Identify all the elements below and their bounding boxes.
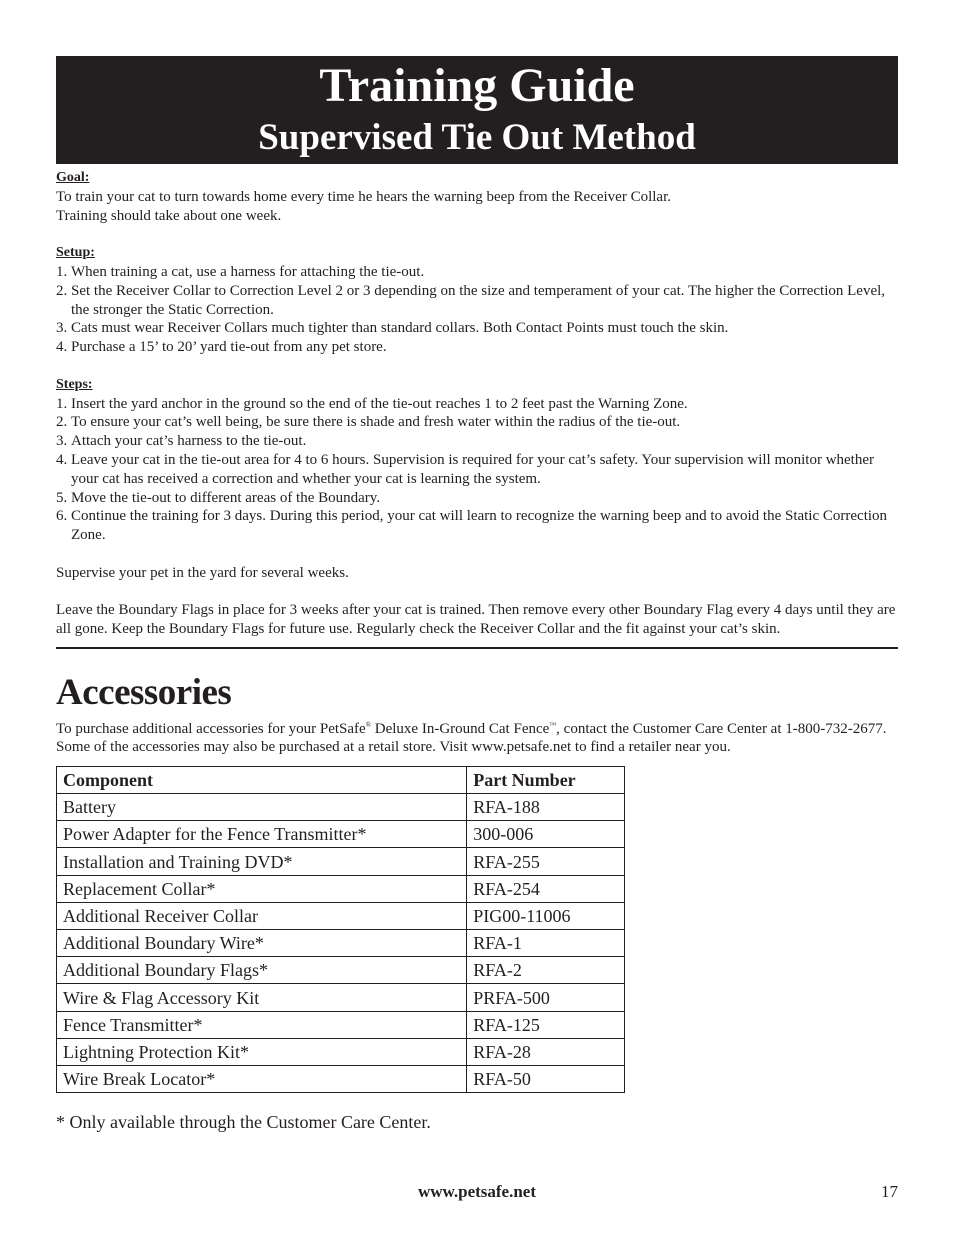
component-cell: Wire & Flag Accessory Kit xyxy=(57,984,467,1011)
item-text: Move the tie-out to different areas of the Boundary. xyxy=(71,489,381,506)
registered-mark: ® xyxy=(365,720,372,729)
list-item xyxy=(56,282,898,320)
part-number-cell: RFA-188 xyxy=(467,794,625,821)
steps-list xyxy=(56,395,898,545)
component-cell: Battery xyxy=(57,794,467,821)
goal-section xyxy=(56,169,898,225)
page-footer xyxy=(56,1182,898,1204)
item-number: 2. xyxy=(56,414,68,431)
component-cell: Additional Boundary Wire* xyxy=(57,930,467,957)
supervise-note: Supervise your pet in the yard for several weeks. xyxy=(56,564,349,581)
column-header-component: Component xyxy=(57,766,467,793)
table-row xyxy=(57,821,625,848)
table-row xyxy=(57,1038,625,1065)
component-cell: Fence Transmitter* xyxy=(57,1011,467,1038)
part-number-cell: RFA-28 xyxy=(467,1038,625,1065)
accessories-intro xyxy=(56,716,898,756)
component-cell: Lightning Protection Kit* xyxy=(57,1038,467,1065)
item-text: To ensure your cat’s well being, be sure there is shade and fresh water within the radius of the tie-out. xyxy=(71,414,681,431)
item-text: Set the Receiver Collar to Correction Level 2 or 3 depending on the size and temperament of your cat. The higher the Correction Level, the stronger the Static Correction. xyxy=(71,282,886,318)
setup-section xyxy=(56,244,898,357)
part-number-cell: RFA-125 xyxy=(467,1011,625,1038)
item-number: 1. xyxy=(56,395,68,412)
section-divider xyxy=(56,647,898,649)
item-text: Cats must wear Receiver Collars much tighter than standard collars. Both Contact Points must touch the skin. xyxy=(71,320,729,337)
item-number: 1. xyxy=(56,263,68,280)
list-item xyxy=(56,319,898,338)
part-number-cell: RFA-1 xyxy=(467,930,625,957)
list-item xyxy=(56,395,898,414)
page-number: 17 xyxy=(881,1182,898,1201)
table-row xyxy=(57,930,625,957)
page-title: Training Guide xyxy=(319,59,635,112)
part-number-cell: 300-006 xyxy=(467,821,625,848)
item-text: Continue the training for 3 days. During this period, your cat will learn to recognize the warning beep and to avoid the Static Correction Zone. xyxy=(71,508,888,544)
item-text: Purchase a 15’ to 20’ yard tie-out from any pet store. xyxy=(71,339,387,356)
item-number: 2. xyxy=(56,282,68,299)
item-text: Leave your cat in the tie-out area for 4 to 6 hours. Supervision is required for your cat’s safety. Your supervision will monitor whether your cat has received a correction and whether your cat is learning the system. xyxy=(71,451,875,487)
accessories-heading: Accessories xyxy=(56,671,232,713)
part-number-cell: RFA-2 xyxy=(467,957,625,984)
part-number-cell: RFA-50 xyxy=(467,1065,625,1092)
intro-text: , contact the Customer Care Center at 1-800-732-2677. Some of the accessories may also be purchased at a retail store. Visit www.petsafe.net to find a retailer near you. xyxy=(56,720,887,755)
item-text: Attach your cat’s harness to the tie-out. xyxy=(71,433,307,450)
component-cell: Additional Receiver Collar xyxy=(57,902,467,929)
list-item xyxy=(56,507,898,545)
component-cell: Installation and Training DVD* xyxy=(57,848,467,875)
intro-text: To purchase additional accessories for your PetSafe xyxy=(56,720,366,737)
setup-list xyxy=(56,263,898,357)
list-item xyxy=(56,432,898,451)
column-header-part-number: Part Number xyxy=(467,766,625,793)
item-number: 6. xyxy=(56,508,68,525)
table-row xyxy=(57,1011,625,1038)
page-subtitle: Supervised Tie Out Method xyxy=(258,117,696,158)
part-number-cell: RFA-254 xyxy=(467,875,625,902)
list-item xyxy=(56,413,898,432)
component-cell: Wire Break Locator* xyxy=(57,1065,467,1092)
part-number-cell: PRFA-500 xyxy=(467,984,625,1011)
flags-note: Leave the Boundary Flags in place for 3 weeks after your cat is trained. Then remove every other Boundary Flag every 4 days until they are all gone. Keep the Boundary Flags for future use. Regularly check the Receiver Collar and the fit against your cat’s skin. xyxy=(56,602,896,638)
component-cell: Replacement Collar* xyxy=(57,875,467,902)
component-cell: Power Adapter for the Fence Transmitter* xyxy=(57,821,467,848)
table-row xyxy=(57,984,625,1011)
table-row xyxy=(57,902,625,929)
steps-heading: Steps: xyxy=(56,376,93,392)
table-footnote: * Only available through the Customer Care Center. xyxy=(56,1112,431,1133)
part-number-cell: RFA-255 xyxy=(467,848,625,875)
list-item xyxy=(56,263,898,282)
goal-heading: Goal: xyxy=(56,170,90,185)
component-cell: Additional Boundary Flags* xyxy=(57,957,467,984)
trademark-mark: ™ xyxy=(549,720,557,729)
table-row xyxy=(57,848,625,875)
item-number: 3. xyxy=(56,433,68,450)
item-number: 5. xyxy=(56,489,68,506)
goal-line: Training should take about one week. xyxy=(56,207,282,224)
item-text: Insert the yard anchor in the ground so the end of the tie-out reaches 1 to 2 feet past the Warning Zone. xyxy=(71,395,688,412)
goal-line: To train your cat to turn towards home every time he hears the warning beep from the Receiver Collar. xyxy=(56,188,671,205)
list-item xyxy=(56,338,898,357)
item-number: 3. xyxy=(56,320,68,337)
intro-text: Deluxe In-Ground Cat Fence xyxy=(371,720,550,737)
table-row xyxy=(57,875,625,902)
table-row xyxy=(57,957,625,984)
title-banner xyxy=(56,56,898,164)
item-text: When training a cat, use a harness for attaching the tie-out. xyxy=(71,263,425,280)
list-item xyxy=(56,489,898,508)
item-number: 4. xyxy=(56,339,68,356)
steps-section xyxy=(56,376,898,545)
page-content xyxy=(56,56,898,1133)
accessories-table xyxy=(56,766,625,1093)
footer-website[interactable]: www.petsafe.net xyxy=(417,1182,537,1201)
part-number-cell: PIG00-11006 xyxy=(467,902,625,929)
table-row xyxy=(57,794,625,821)
table-row xyxy=(57,1065,625,1092)
list-item xyxy=(56,451,898,489)
table-header-row xyxy=(57,766,625,793)
setup-heading: Setup: xyxy=(56,245,95,261)
item-number: 4. xyxy=(56,451,68,468)
